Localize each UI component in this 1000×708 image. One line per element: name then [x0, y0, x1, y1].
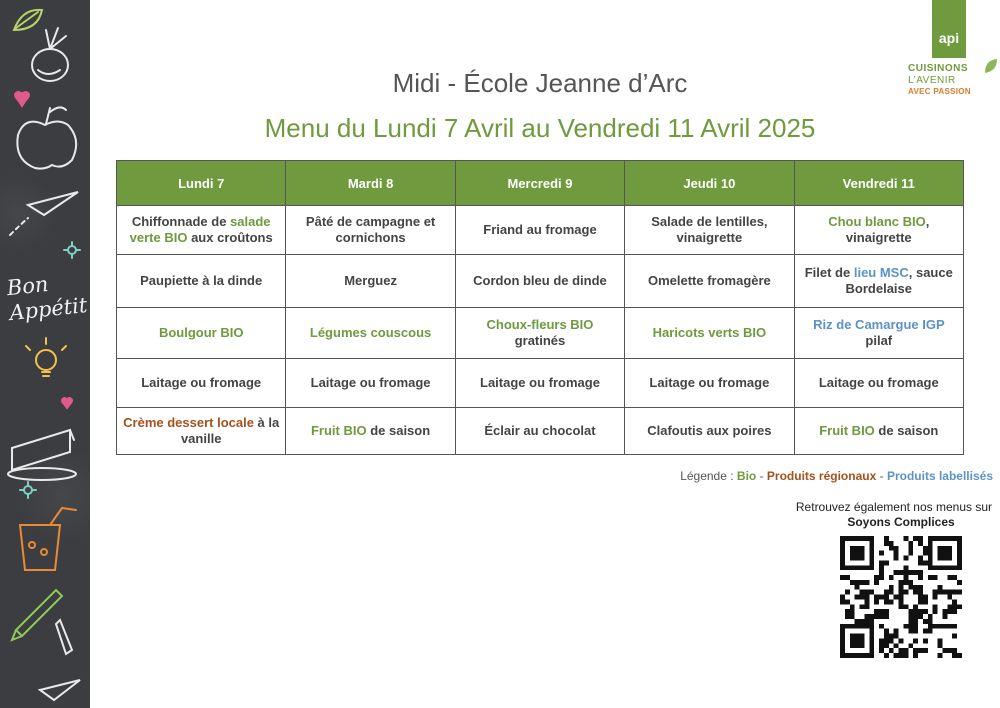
bon-appetit-lettering	[6, 268, 91, 326]
menu-text: salade verte BIO	[129, 214, 271, 245]
menu-text: Légumes couscous	[309, 325, 432, 340]
logo-line-3: AVEC PASSION	[908, 87, 971, 96]
menu-text: , sauce Bordelaise	[845, 265, 953, 296]
menu-text: Chiffonnade de	[131, 214, 231, 229]
menu-text: Friand au fromage	[483, 222, 597, 237]
day-header: Jeudi 10	[625, 161, 794, 206]
legend-regional: Produits régionaux	[766, 469, 877, 483]
menu-text: Choux-fleurs BIO	[486, 317, 594, 332]
table-row	[117, 408, 964, 455]
menu-text: Clafoutis aux poires	[647, 423, 772, 438]
menu-text: Salade de lentilles, vinaigrette	[651, 214, 768, 245]
menu-text: Boulgour BIO	[158, 325, 244, 340]
menu-text: Cordon bleu de dinde	[473, 273, 607, 288]
menu-text: Laitage ou fromage	[141, 375, 262, 390]
menu-cell	[625, 408, 794, 455]
radish-icon	[32, 28, 68, 81]
legend-labelled: Produits labellisés	[886, 469, 993, 483]
leaf-icon	[14, 10, 42, 30]
menu-text: Laitage ou fromage	[818, 375, 939, 390]
menu-text: Haricots verts BIO	[652, 325, 767, 340]
menu-text: Éclair au chocolat	[484, 423, 596, 438]
table-row	[117, 359, 964, 408]
menu-cell	[625, 255, 794, 308]
leaf-icon	[984, 58, 998, 74]
heart-icon	[62, 398, 72, 408]
menu-text: Pâté de campagne et cornichons	[305, 214, 436, 245]
day-header: Vendredi 11	[794, 161, 963, 206]
day-header: Lundi 7	[117, 161, 286, 206]
paper-plane-icon	[10, 192, 78, 235]
menu-text: lieu MSC	[853, 265, 909, 280]
legend-separator: -	[876, 469, 887, 483]
menu-text: Riz de Camargue IGP	[813, 317, 945, 332]
menu-text: gratinés	[514, 333, 566, 348]
legend-bio: Bio	[736, 469, 757, 483]
menu-cell	[286, 359, 455, 408]
menu-cell	[117, 408, 286, 455]
flower-icon	[20, 482, 36, 498]
apple-icon	[17, 107, 76, 168]
menu-cell	[286, 206, 455, 255]
menu-cell	[794, 206, 963, 255]
menu-table	[116, 160, 964, 455]
logo-mark: api	[932, 0, 966, 58]
menu-cell	[625, 359, 794, 408]
cake-icon	[8, 430, 76, 480]
bon-word: Bon	[5, 271, 50, 301]
table-row	[117, 255, 964, 308]
legend-separator: -	[756, 469, 767, 483]
menu-cell	[455, 206, 624, 255]
drink-icon	[20, 508, 76, 570]
soyons-complices-link[interactable]: Soyons Complices	[847, 515, 955, 529]
menu-text: de saison	[874, 423, 939, 438]
menu-cell	[455, 359, 624, 408]
menu-cell	[286, 408, 455, 455]
menu-cell	[455, 408, 624, 455]
paper-plane-icon	[40, 680, 80, 700]
menu-text: Fruit BIO	[310, 423, 367, 438]
appetit-word: Appétit	[8, 293, 89, 326]
day-header: Mercredi 9	[455, 161, 624, 206]
menu-text: Filet de	[804, 265, 854, 280]
find-line-1: Retrouvez également nos menus sur	[795, 500, 992, 514]
menu-cell	[117, 206, 286, 255]
pencil-icon	[12, 590, 72, 654]
heart-icon	[15, 92, 29, 106]
menu-cell	[117, 359, 286, 408]
menu-text: Laitage ou fromage	[310, 375, 431, 390]
menu-cell	[625, 308, 794, 359]
qr-code-icon[interactable]	[840, 536, 962, 658]
menu-cell	[794, 408, 963, 455]
menu-text: , vinaigrette	[845, 214, 930, 245]
menu-text: de saison	[366, 423, 431, 438]
sidebar-drawings	[0, 0, 90, 708]
api-logo	[908, 0, 998, 100]
menu-text: Fruit BIO	[819, 423, 875, 438]
menu-cell	[455, 255, 624, 308]
menu-text: Crème dessert locale	[123, 415, 254, 430]
menu-cell	[794, 359, 963, 408]
lightbulb-icon	[26, 338, 66, 376]
logo-line-1: CUISINONS	[908, 63, 969, 74]
table-row	[117, 206, 964, 255]
legend	[680, 469, 993, 483]
menu-text: Omelette fromagère	[647, 273, 771, 288]
menu-cell	[117, 308, 286, 359]
menu-body	[117, 206, 964, 455]
menu-cell	[286, 255, 455, 308]
menu-cell	[117, 255, 286, 308]
menu-text: Laitage ou fromage	[480, 375, 600, 390]
menu-period-title: Menu du Lundi 7 Avril au Vendredi 11 Avril 2025	[264, 113, 816, 143]
find-menus-note	[770, 500, 992, 530]
menu-text: aux croûtons	[187, 230, 273, 245]
legend-prefix: Légende :	[680, 469, 737, 483]
menu-cell	[455, 308, 624, 359]
table-row	[117, 308, 964, 359]
menu-text: Laitage ou fromage	[649, 375, 770, 390]
page-title: Midi - École Jeanne d’Arc	[392, 68, 688, 98]
menu-cell	[794, 255, 963, 308]
flower-icon	[64, 242, 80, 258]
menu-text: à la vanille	[180, 415, 280, 446]
menu-cell	[625, 206, 794, 255]
menu-cell	[286, 308, 455, 359]
menu-text: pilaf	[865, 333, 893, 348]
day-header: Mardi 8	[286, 161, 455, 206]
menu-text: Chou blanc BIO	[828, 214, 926, 229]
menu-text: Paupiette à la dinde	[140, 273, 263, 288]
menu-cell	[794, 308, 963, 359]
menu-header-row	[117, 161, 964, 206]
chalkboard-sidebar	[0, 0, 90, 708]
menu-text: Merguez	[344, 273, 397, 288]
logo-line-2: L’AVENIR	[908, 75, 956, 86]
